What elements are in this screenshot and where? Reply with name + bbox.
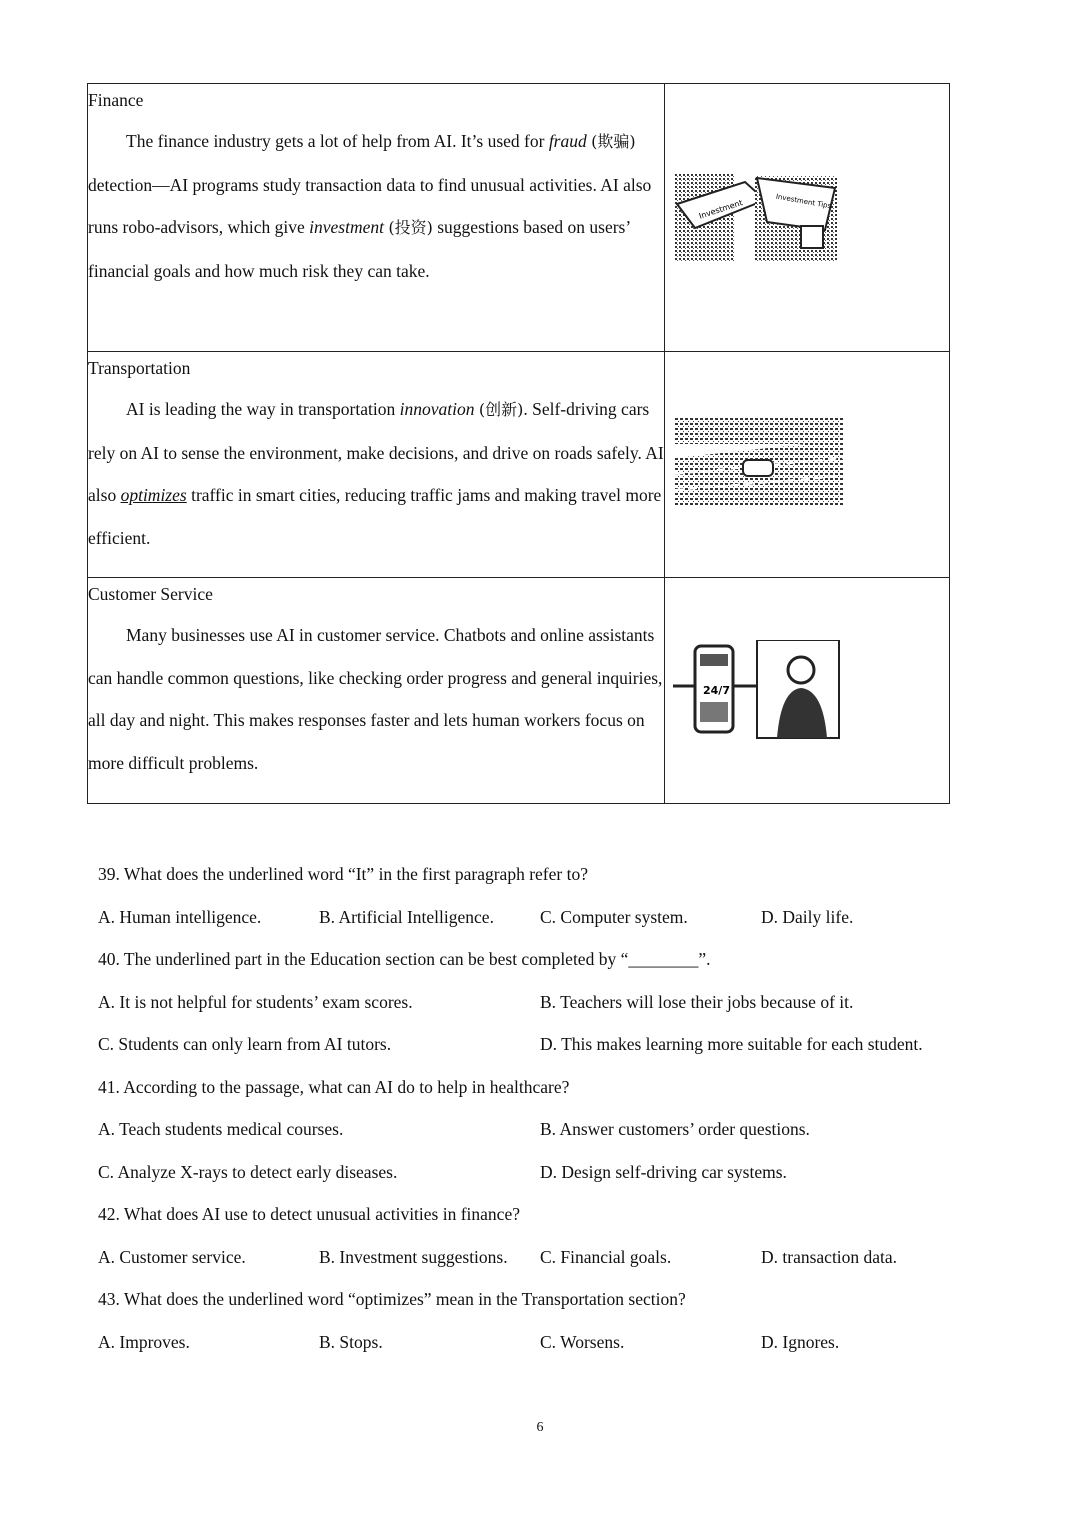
transportation-illustration — [675, 418, 843, 510]
answer-option[interactable]: C. Computer system. — [540, 906, 688, 927]
question-stem: 39. What does the underlined word “It” in the first paragraph refer to? — [98, 864, 588, 884]
coin-icon — [801, 226, 823, 248]
answer-option[interactable]: A. Improves. — [98, 1331, 190, 1352]
customer-service-illustration — [673, 640, 841, 740]
section-text-cell — [88, 352, 665, 578]
section-body-run: suggestions based on users’ financial goals and how much risk they can take. — [88, 217, 630, 281]
answer-option[interactable]: A. Human intelligence. — [98, 906, 262, 927]
section-body — [88, 120, 664, 292]
section-text-cell — [88, 578, 665, 804]
answer-option[interactable]: B. Investment suggestions. — [319, 1246, 508, 1267]
answer-option[interactable]: D. Ignores. — [761, 1331, 840, 1352]
answer-option[interactable]: C. Students can only learn from AI tutors. — [98, 1034, 392, 1054]
section-body — [88, 614, 664, 784]
section-body-run: Many businesses use AI in customer service. Chatbots and online assistants can handle common questions, like checking order progress and general inquiries, all day and night. This makes responses faster and lets human workers focus on more difficult problems. — [88, 625, 663, 773]
page-number: 6 — [536, 1420, 544, 1435]
answer-option[interactable]: B. Teachers will lose their jobs because of it. — [540, 991, 854, 1012]
phone-screen-body — [700, 702, 728, 722]
answer-option[interactable]: A. Customer service. — [98, 1246, 246, 1267]
section-row-customer-service — [88, 578, 950, 804]
section-title: Customer Service — [88, 584, 213, 604]
question-stem: 41. According to the passage, what can AI do to help in healthcare? — [98, 1076, 570, 1097]
section-body-run: innovation — [399, 399, 475, 419]
answer-option[interactable]: C. Worsens. — [540, 1331, 625, 1352]
question-stem: 40. The underlined part in the Education section can be best completed by “________”. — [98, 949, 711, 969]
city-skyline — [675, 418, 843, 444]
phone-screen-header — [700, 654, 728, 666]
section-image-cell — [665, 84, 950, 352]
section-body-run: (欺骗) — [591, 132, 636, 151]
section-table — [87, 83, 950, 804]
section-body-run: fraud — [548, 131, 587, 151]
section-body-run: (投资) — [388, 218, 433, 237]
phone-badge: 24/7 — [703, 684, 730, 697]
section-body-run: AI is leading the way in transportation — [126, 399, 400, 419]
question-stem: 43. What does the underlined word “optimizes” mean in the Transportation section? — [98, 1289, 686, 1309]
section-image-cell — [665, 578, 950, 804]
section-image-cell — [665, 352, 950, 578]
signpost-label: Investment — [697, 198, 744, 221]
section-body-run: The finance industry gets a lot of help from AI. It’s used for — [126, 131, 549, 151]
finance-illustration — [675, 174, 839, 264]
answer-option[interactable]: C. Analyze X-rays to detect early diseases. — [98, 1161, 398, 1182]
section-row-transportation — [88, 352, 950, 578]
answer-option[interactable]: B. Answer customers’ order questions. — [540, 1119, 810, 1139]
section-text-cell — [88, 84, 665, 352]
section-body-run: investment — [309, 217, 384, 237]
section-body-run: detection—AI programs study transaction data to find unusual activities. AI also runs robo-advisors, which give — [88, 174, 652, 237]
answer-option[interactable]: B. Artificial Intelligence. — [319, 906, 494, 927]
answer-option[interactable]: D. transaction data. — [761, 1246, 898, 1267]
answer-option[interactable]: A. It is not helpful for students’ exam scores. — [98, 991, 413, 1012]
section-body-run: traffic in smart cities, reducing traffic jams and making travel more efficient. — [88, 485, 662, 548]
answer-option[interactable]: D. Daily life. — [761, 906, 854, 927]
answer-option[interactable]: A. Teach students medical courses. — [98, 1119, 344, 1139]
section-row-finance — [88, 84, 950, 352]
section-body-run: . Self-driving cars rely on AI to sense the environment, make decisions, and drive on roads safely. AI also — [88, 399, 664, 505]
question-stem: 42. What does AI use to detect unusual activities in finance? — [98, 1204, 520, 1224]
answer-option[interactable]: B. Stops. — [319, 1331, 383, 1352]
section-body-run: (创新) — [478, 400, 524, 419]
section-title: Finance — [88, 90, 144, 110]
tips-board-label: Investment Tips — [775, 192, 832, 211]
answer-option[interactable]: C. Financial goals. — [540, 1246, 672, 1267]
section-body-run: optimizes — [120, 485, 187, 505]
assistant-head — [788, 657, 814, 683]
answer-option[interactable]: D. Design self-driving car systems. — [540, 1161, 787, 1182]
section-title: Transportation — [88, 358, 191, 378]
answer-option[interactable]: D. This makes learning more suitable for each student. — [540, 1034, 923, 1054]
section-body — [88, 388, 664, 559]
self-driving-car-icon — [743, 460, 773, 476]
